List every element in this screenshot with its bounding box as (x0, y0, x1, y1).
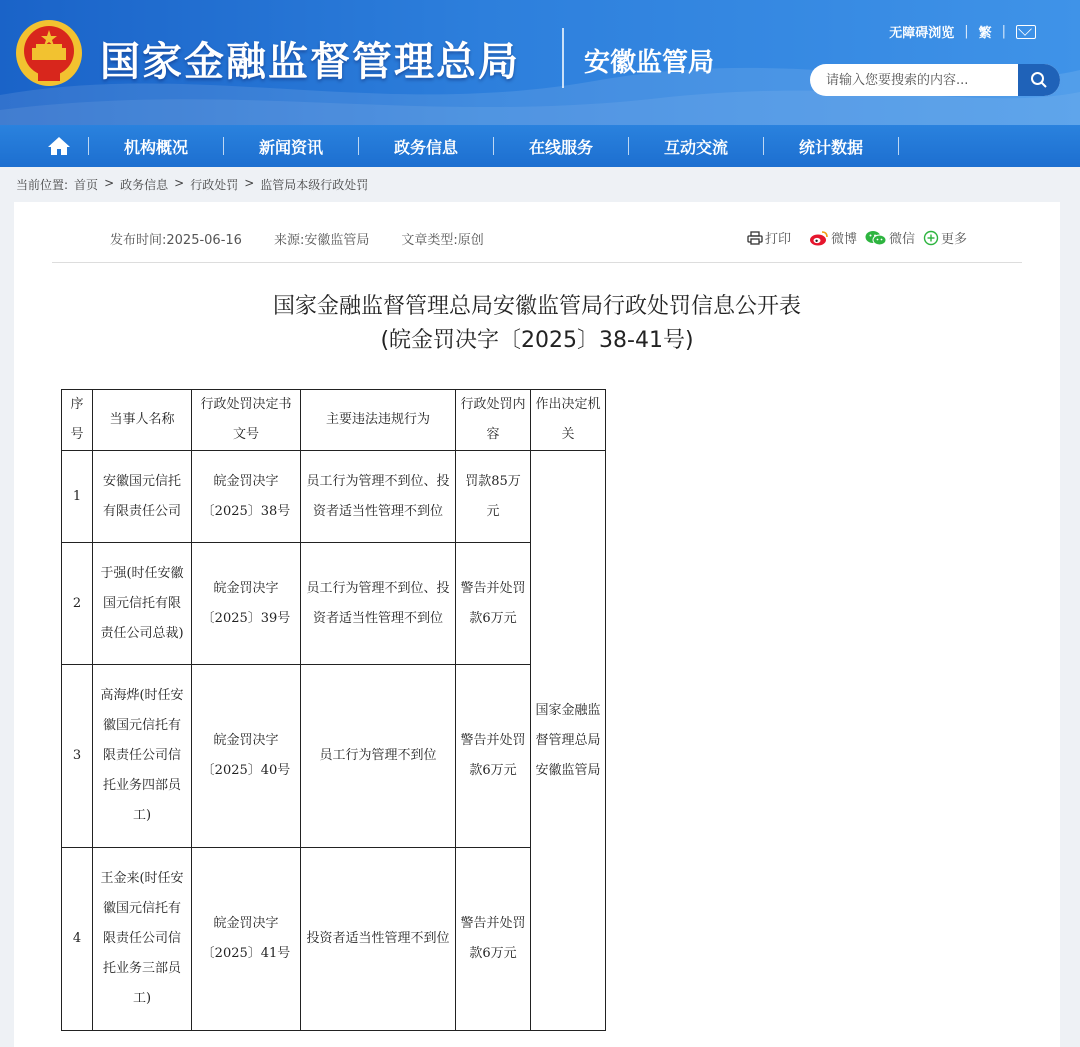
sub-title: 安徽监管局 (584, 48, 715, 78)
title-line-1: 国家金融监督管理总局安徽监管局行政处罚信息公开表 (272, 294, 801, 319)
mail-icon[interactable] (1016, 25, 1036, 39)
row-party: 王金来(时任安徽国元信托有限责任公司信托业务三部员工) (93, 848, 192, 1031)
row-violation: 员工行为管理不到位、投资者适当性管理不到位 (301, 543, 456, 665)
table-row (62, 451, 606, 543)
row-party: 高海烨(时任安徽国元信托有限责任公司信托业务四部员工) (93, 665, 192, 848)
table-row (62, 848, 606, 1031)
row-no: 2 (62, 543, 93, 665)
row-doc-number: 皖金罚决字〔2025〕39号 (192, 543, 301, 665)
header-party: 当事人名称 (93, 390, 192, 451)
table-header-row (62, 390, 606, 451)
article-type: 文章类型:原创 (401, 233, 484, 248)
nav-item-news[interactable]: 新闻资讯 (258, 137, 323, 157)
link-separator: | (1001, 24, 1006, 39)
top-links (889, 22, 1036, 41)
row-no: 4 (62, 848, 93, 1031)
nav-item-interaction[interactable]: 互动交流 (663, 137, 728, 157)
row-no: 3 (62, 665, 93, 848)
row-violation: 投资者适当性管理不到位 (301, 848, 456, 1031)
print-label: 打印 (765, 232, 792, 247)
nav-item-statistics[interactable]: 统计数据 (798, 137, 863, 157)
row-penalty: 警告并处罚款6万元 (456, 543, 531, 665)
weibo-label: 微博 (831, 232, 858, 247)
search-button[interactable] (1018, 64, 1060, 96)
breadcrumb-separator: > (244, 176, 255, 190)
nav-item-online-services[interactable]: 在线服务 (528, 137, 593, 157)
nav-home[interactable] (30, 136, 88, 156)
article-meta (110, 229, 484, 248)
accessibility-link[interactable]: 无障碍浏览 (889, 26, 955, 41)
publish-time: 发布时间:2025-06-16 (110, 233, 242, 248)
search-icon (1030, 71, 1048, 89)
penalty-table (61, 389, 606, 1031)
row-doc-number: 皖金罚决字〔2025〕38号 (192, 451, 301, 543)
more-share-button[interactable] (923, 228, 967, 247)
national-emblem-icon (14, 18, 84, 88)
breadcrumb-separator: > (104, 176, 115, 190)
plus-circle-icon (923, 230, 939, 246)
site-title: 国家金融监督管理总局 (100, 39, 520, 85)
breadcrumb-penalty[interactable]: 行政处罚 (190, 178, 239, 192)
search-input[interactable] (810, 64, 1015, 96)
main-nav (0, 125, 1080, 167)
row-party: 于强(时任安徽国元信托有限责任公司总裁) (93, 543, 192, 665)
header-violation: 主要违法违规行为 (301, 390, 456, 451)
breadcrumb-label: 当前位置: (16, 178, 69, 192)
wechat-share-button[interactable] (865, 228, 915, 247)
weibo-icon (809, 230, 829, 246)
table-row (62, 665, 606, 848)
row-penalty: 警告并处罚款6万元 (456, 665, 531, 848)
wechat-icon (865, 230, 887, 246)
home-icon (47, 136, 71, 156)
breadcrumb-local-penalty[interactable]: 监管局本级行政处罚 (260, 178, 369, 192)
nav-separator (898, 137, 899, 155)
nav-item-government-info[interactable]: 政务信息 (393, 137, 458, 157)
print-button[interactable] (747, 228, 791, 247)
row-authority: 国家金融监督管理总局安徽监管局 (531, 451, 606, 1031)
row-penalty: 警告并处罚款6万元 (456, 848, 531, 1031)
header-no: 序号 (62, 390, 93, 451)
breadcrumb-home[interactable]: 首页 (74, 178, 99, 192)
link-separator: | (964, 24, 969, 39)
title-line-2: (皖金罚决字〔2025〕38-41号) (380, 328, 694, 353)
site-header (0, 0, 1080, 125)
breadcrumb-separator: > (174, 176, 185, 190)
breadcrumb-government-info[interactable]: 政务信息 (120, 178, 169, 192)
title-divider (562, 28, 564, 88)
document-title (14, 290, 1060, 358)
meta-divider (52, 262, 1022, 263)
weibo-share-button[interactable] (809, 228, 857, 247)
wechat-label: 微信 (889, 232, 916, 247)
row-party: 安徽国元信托有限责任公司 (93, 451, 192, 543)
header-authority: 作出决定机关 (531, 390, 606, 451)
share-bar (747, 228, 967, 247)
table-row (62, 543, 606, 665)
header-doc-number: 行政处罚决定书文号 (192, 390, 301, 451)
row-penalty: 罚款85万元 (456, 451, 531, 543)
row-no: 1 (62, 451, 93, 543)
breadcrumb (16, 176, 368, 193)
row-doc-number: 皖金罚决字〔2025〕41号 (192, 848, 301, 1031)
traditional-chinese-link[interactable]: 繁 (978, 26, 992, 41)
article-content (14, 202, 1060, 1047)
nav-item-about[interactable]: 机构概况 (123, 137, 188, 157)
row-violation: 员工行为管理不到位、投资者适当性管理不到位 (301, 451, 456, 543)
article-source: 来源:安徽监管局 (273, 233, 370, 248)
search-box (810, 64, 1060, 96)
row-violation: 员工行为管理不到位 (301, 665, 456, 848)
row-doc-number: 皖金罚决字〔2025〕40号 (192, 665, 301, 848)
printer-icon (747, 231, 763, 245)
header-penalty: 行政处罚内容 (456, 390, 531, 451)
more-label: 更多 (941, 232, 968, 247)
